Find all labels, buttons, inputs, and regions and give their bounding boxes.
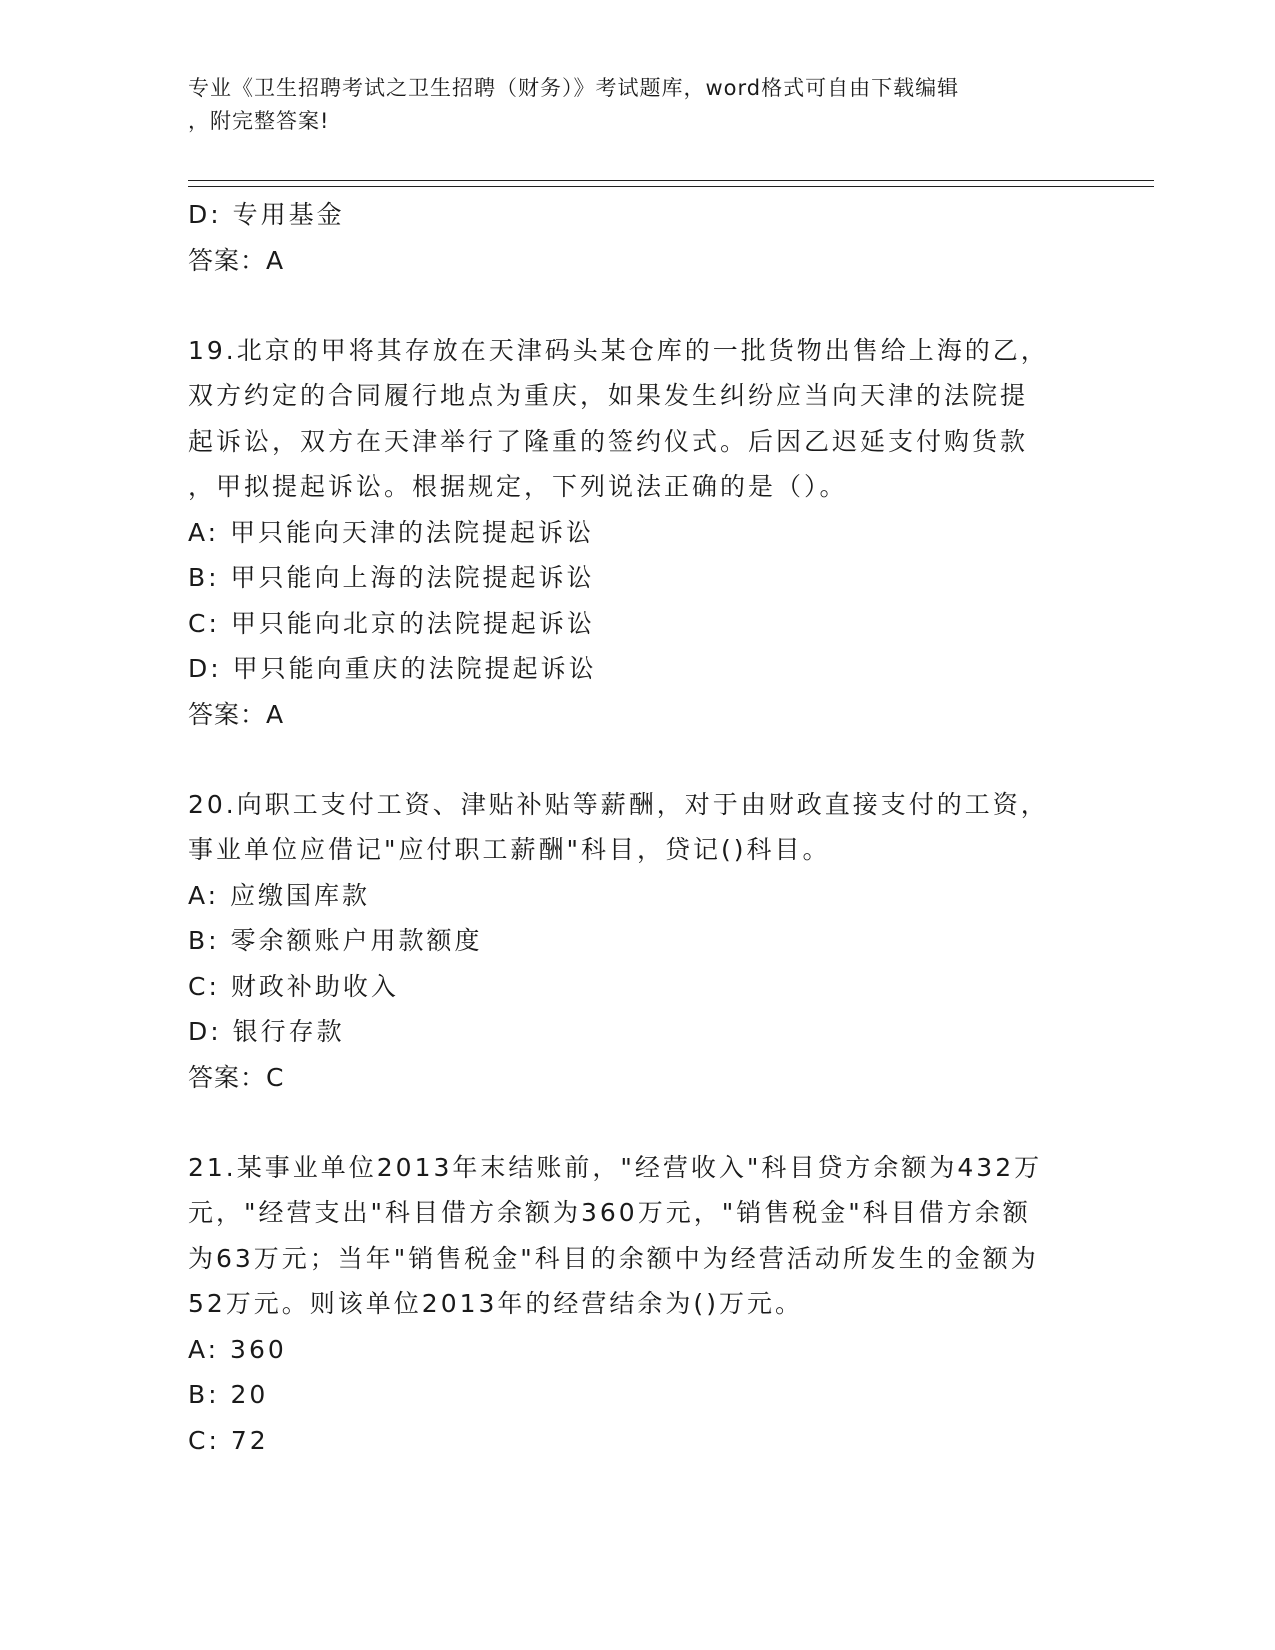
option-b: B: 甲只能向上海的法院提起诉讼: [188, 563, 595, 592]
question-stem-line: 双方约定的合同履行地点为重庆，如果发生纠纷应当向天津的法院提: [188, 381, 1029, 410]
option-a: A: 应缴国库款: [188, 880, 371, 910]
answer-line: 答案：A: [188, 245, 285, 275]
header-line-1: 专业《卫生招聘考试之卫生招聘（财务）》考试题库，word格式可自由下载编辑: [188, 76, 960, 100]
spacer: [188, 1101, 1088, 1145]
page-header: [188, 72, 1088, 138]
question-stem-line: 21.某事业单位2013年末结账前，"经营收入"科目贷方余额为432万: [188, 1152, 1043, 1182]
question-stem-line: 元，"经营支出"科目借方余额为360万元，"销售税金"科目借方余额: [188, 1198, 1031, 1227]
spacer: [188, 284, 1088, 328]
answer-line: 答案：C: [188, 1062, 285, 1092]
question-stem-line: 为63万元；当年"销售税金"科目的余额中为经营活动所发生的金额为: [188, 1243, 1039, 1273]
option-c: C: 甲只能向北京的法院提起诉讼: [188, 608, 595, 638]
question-content: [188, 192, 1088, 1463]
option-c: C: 财政补助收入: [188, 971, 399, 1001]
header-divider-top: [188, 180, 1154, 181]
question-20: [188, 782, 1088, 1101]
question-stem-line: ，甲拟提起诉讼。根据规定，下列说法正确的是（）。: [188, 472, 848, 501]
question-stem-line: 20.向职工支付工资、津贴补贴等薪酬，对于由财政直接支付的工资，: [188, 789, 1049, 819]
option-b: B: 20: [188, 1380, 269, 1409]
question-21: [188, 1145, 1088, 1464]
spacer: [188, 738, 1088, 782]
question-stem-line: 事业单位应借记"应付职工薪酬"科目，贷记()科目。: [188, 835, 831, 864]
question-stem-line: 起诉讼，双方在天津举行了隆重的签约仪式。后因乙迟延支付购货款: [188, 426, 1029, 456]
question-stem-line: 19.北京的甲将其存放在天津码头某仓库的一批货物出售给上海的乙，: [188, 335, 1049, 365]
option-c: C: 72: [188, 1425, 269, 1455]
option-d: D: 专用基金: [188, 200, 345, 229]
header-line-2: ，附完整答案!: [188, 109, 330, 133]
option-a: A: 360: [188, 1334, 287, 1364]
option-b: B: 零余额账户用款额度: [188, 926, 483, 955]
question-19: [188, 328, 1088, 738]
option-a: A: 甲只能向天津的法院提起诉讼: [188, 517, 595, 547]
question-18-tail: [188, 192, 1088, 284]
option-d: D: 银行存款: [188, 1017, 345, 1046]
answer-line: 答案：A: [188, 699, 285, 729]
question-stem-line: 52万元。则该单位2013年的经营结余为()万元。: [188, 1289, 803, 1318]
header-divider-bottom: [188, 186, 1154, 187]
option-d: D: 甲只能向重庆的法院提起诉讼: [188, 654, 597, 683]
